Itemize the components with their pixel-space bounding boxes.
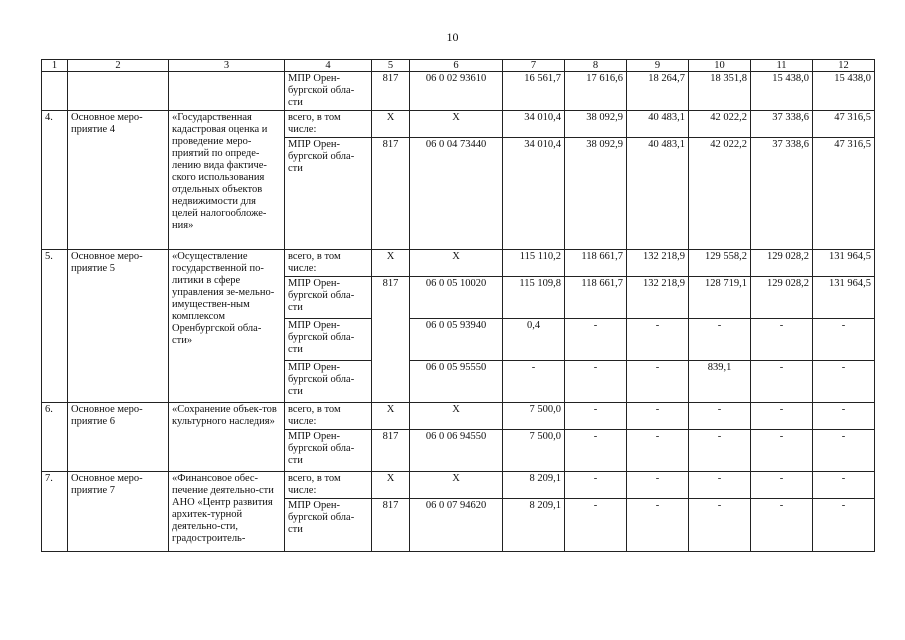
budget-table [41, 59, 875, 552]
value-cell: 42 022,2 [689, 111, 751, 138]
column-header: 8 [565, 60, 627, 72]
csr-code-cell: X [410, 250, 503, 277]
column-header: 12 [813, 60, 875, 72]
value-cell: 118 661,7 [565, 250, 627, 277]
table-row [42, 403, 875, 430]
grbs-code-cell: X [372, 250, 410, 277]
row-number-cell: 5. [42, 250, 68, 403]
value-cell: - [627, 430, 689, 472]
value-cell: - [751, 430, 813, 472]
value-cell: - [751, 403, 813, 430]
page-number: 10 [446, 30, 459, 44]
value-cell: 118 661,7 [565, 277, 627, 319]
value-cell: 115 109,8 [503, 277, 565, 319]
table-row [42, 250, 875, 277]
value-cell: 131 964,5 [813, 250, 875, 277]
value-cell: - [627, 499, 689, 552]
value-cell: - [565, 403, 627, 430]
grbs-code-cell: X [372, 403, 410, 430]
event-name-cell: «Финансовое обес-печение деятельно-сти АНО «Центр развития архитек-турной деятельно-сти, градостроитель- [169, 472, 285, 552]
value-cell: 40 483,1 [627, 111, 689, 138]
value-cell: - [751, 319, 813, 361]
row-number-cell: 7. [42, 472, 68, 552]
value-cell: 7 500,0 [503, 403, 565, 430]
value-cell: - [503, 361, 565, 403]
row-number-cell [42, 72, 68, 111]
value-cell: 47 316,5 [813, 138, 875, 250]
column-header: 7 [503, 60, 565, 72]
value-cell: 7 500,0 [503, 430, 565, 472]
value-cell: 8 209,1 [503, 472, 565, 499]
table-row [42, 72, 875, 111]
executor-cell: всего, в том числе: [285, 111, 372, 138]
table-row [42, 472, 875, 499]
value-cell: - [627, 403, 689, 430]
value-cell: - [689, 499, 751, 552]
csr-code-cell: 06 0 05 10020 [410, 277, 503, 319]
column-header: 11 [751, 60, 813, 72]
column-header: 1 [42, 60, 68, 72]
event-name-cell [169, 72, 285, 111]
value-cell: 16 561,7 [503, 72, 565, 111]
column-header: 10 [689, 60, 751, 72]
value-cell: - [689, 319, 751, 361]
value-cell: - [565, 361, 627, 403]
value-cell: 129 028,2 [751, 250, 813, 277]
value-cell: 18 264,7 [627, 72, 689, 111]
csr-code-cell: 06 0 06 94550 [410, 430, 503, 472]
executor-cell: всего, в том числе: [285, 403, 372, 430]
event-type-cell [68, 72, 169, 111]
csr-code-cell: 06 0 07 94620 [410, 499, 503, 552]
executor-cell: всего, в том числе: [285, 472, 372, 499]
value-cell: - [751, 361, 813, 403]
value-cell: 34 010,4 [503, 111, 565, 138]
row-number-cell: 4. [42, 111, 68, 250]
value-cell: - [689, 472, 751, 499]
value-cell: 15 438,0 [813, 72, 875, 111]
value-cell: - [565, 472, 627, 499]
value-cell: - [751, 472, 813, 499]
value-cell: 132 218,9 [627, 250, 689, 277]
value-cell: 8 209,1 [503, 499, 565, 552]
grbs-code-cell: 817 [372, 499, 410, 552]
grbs-code-cell: X [372, 111, 410, 138]
event-type-cell: Основное меро-приятие 7 [68, 472, 169, 552]
value-cell: - [565, 499, 627, 552]
header-row [42, 60, 875, 72]
csr-code-cell: X [410, 111, 503, 138]
value-cell: 17 616,6 [565, 72, 627, 111]
value-cell: 37 338,6 [751, 138, 813, 250]
executor-cell: МПР Орен-бургской обла-сти [285, 138, 372, 250]
executor-cell: МПР Орен-бургской обла-сти [285, 430, 372, 472]
value-cell: - [813, 472, 875, 499]
executor-cell: МПР Орен-бургской обла-сти [285, 361, 372, 403]
executor-cell: всего, в том числе: [285, 250, 372, 277]
table-row [42, 111, 875, 138]
value-cell: 839,1 [689, 361, 751, 403]
value-cell: 115 110,2 [503, 250, 565, 277]
value-cell: - [689, 403, 751, 430]
grbs-code-cell: 817 [372, 277, 410, 403]
value-cell: 131 964,5 [813, 277, 875, 319]
value-cell: 129 558,2 [689, 250, 751, 277]
value-cell: - [751, 499, 813, 552]
value-cell: - [813, 403, 875, 430]
executor-cell: МПР Орен-бургской обла-сти [285, 277, 372, 319]
value-cell: - [627, 472, 689, 499]
value-cell: 18 351,8 [689, 72, 751, 111]
value-cell: - [813, 430, 875, 472]
value-cell: - [627, 361, 689, 403]
value-cell: 34 010,4 [503, 138, 565, 250]
value-cell: - [627, 319, 689, 361]
csr-code-cell: 06 0 05 95550 [410, 361, 503, 403]
value-cell: 15 438,0 [751, 72, 813, 111]
grbs-code-cell: 817 [372, 72, 410, 111]
executor-cell: МПР Орен-бургской обла-сти [285, 72, 372, 111]
value-cell: 42 022,2 [689, 138, 751, 250]
grbs-code-cell: 817 [372, 138, 410, 250]
csr-code-cell: 06 0 04 73440 [410, 138, 503, 250]
event-name-cell: «Государственная кадастровая оценка и проведение меро-приятий по опреде-лению вида фактиче-ского использования отдельных объектов недвижимости для целей налогообложе-ния» [169, 111, 285, 250]
column-header: 6 [410, 60, 503, 72]
value-cell: 129 028,2 [751, 277, 813, 319]
value-cell: 0,4 [503, 319, 565, 361]
value-cell: 128 719,1 [689, 277, 751, 319]
column-header: 3 [169, 60, 285, 72]
executor-cell: МПР Орен-бургской обла-сти [285, 499, 372, 552]
event-name-cell: «Сохранение объек-тов культурного наследия» [169, 403, 285, 472]
value-cell: 38 092,9 [565, 111, 627, 138]
column-header: 9 [627, 60, 689, 72]
value-cell: - [813, 499, 875, 552]
column-header: 5 [372, 60, 410, 72]
grbs-code-cell: 817 [372, 430, 410, 472]
value-cell: 40 483,1 [627, 138, 689, 250]
event-name-cell: «Осуществление государственной по-литики в сфере управления зе-мельно-имуществен-ным комплексом Оренбургской обла-сти» [169, 250, 285, 403]
event-type-cell: Основное меро-приятие 5 [68, 250, 169, 403]
value-cell: - [689, 430, 751, 472]
event-type-cell: Основное меро-приятие 4 [68, 111, 169, 250]
csr-code-cell: 06 0 05 93940 [410, 319, 503, 361]
column-header: 4 [285, 60, 372, 72]
value-cell: 37 338,6 [751, 111, 813, 138]
event-type-cell: Основное меро-приятие 6 [68, 403, 169, 472]
column-header: 2 [68, 60, 169, 72]
value-cell: 132 218,9 [627, 277, 689, 319]
csr-code-cell: X [410, 472, 503, 499]
executor-cell: МПР Орен-бургской обла-сти [285, 319, 372, 361]
row-number-cell: 6. [42, 403, 68, 472]
grbs-code-cell: X [372, 472, 410, 499]
value-cell: - [565, 319, 627, 361]
value-cell: 47 316,5 [813, 111, 875, 138]
csr-code-cell: X [410, 403, 503, 430]
csr-code-cell: 06 0 02 93610 [410, 72, 503, 111]
value-cell: - [813, 361, 875, 403]
value-cell: - [813, 319, 875, 361]
value-cell: 38 092,9 [565, 138, 627, 250]
value-cell: - [565, 430, 627, 472]
